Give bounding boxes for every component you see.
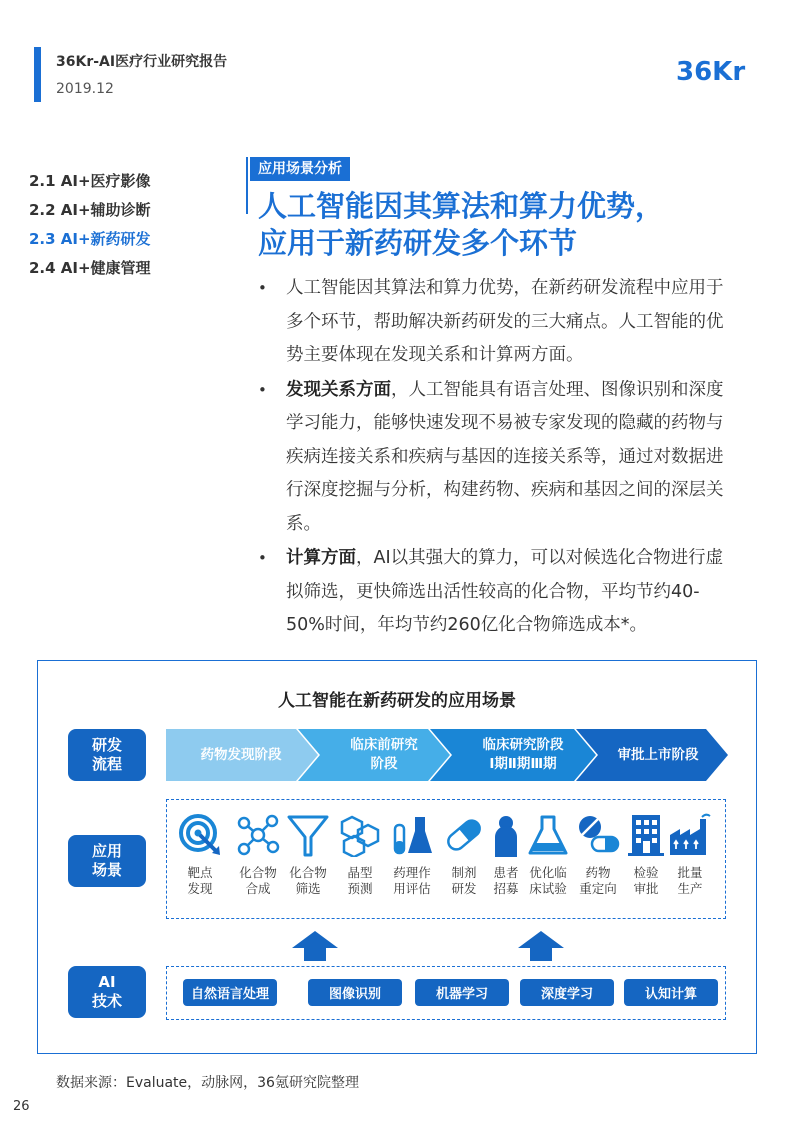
target-icon: [178, 813, 222, 857]
bullet-text: ，AI以其强大的算力，可以对候选化合物进行虚拟筛选，更快筛选出活性较高的化合物，平均节约40-50%时间，年均节约260亿化合物筛选成本*。: [286, 548, 724, 635]
application-label: 检验 审批: [633, 865, 659, 896]
logo-text: 36Kr: [676, 57, 746, 87]
application-item: [172, 813, 228, 897]
application-item: [520, 813, 576, 897]
tech-cognitive-computing: 认知计算: [624, 979, 718, 1006]
title-line: 人工智能因其算法和算力优势，: [258, 189, 665, 223]
bullet-text: ，人工智能具有语言处理、图像识别和深度学习能力，能够快速发现不易被专家发现的隐藏的药物与疾病连接关系和疾病与基因的连接关系等，通过对数据进行深度挖掘与分析，构建药物、疾病和基因之间的深层关系。: [286, 379, 724, 534]
diagram-title: 人工智能在新药研发的应用场景: [278, 691, 516, 711]
bullet-list: [258, 272, 738, 644]
molecule-icon: [236, 813, 280, 857]
bullet-item: • 发现关系方面，人工智能具有语言处理、图像识别和深度学习能力，能够快速发现不易被专家发现的隐藏的药物与疾病连接关系和疾病与基因的连接关系等，通过对数据进行深度挖掘与分析，构建药物、疾病和基因之间的深层关系。: [258, 379, 724, 534]
pill-icon: [576, 813, 620, 857]
application-item: [230, 813, 286, 897]
drug-rd-diagram: [37, 660, 757, 1054]
lab-tube-icon: [390, 813, 434, 857]
stage-label: 临床研究阶段 Ⅰ期Ⅱ期Ⅲ期: [482, 737, 564, 772]
page-number: 26: [13, 1099, 30, 1114]
application-label: 患者 招募: [493, 865, 519, 896]
up-arrow-icon: [292, 931, 338, 961]
header-accent-bar: [34, 47, 41, 102]
application-label: 批量 生产: [677, 865, 703, 896]
up-arrow-icon: [518, 931, 564, 961]
bullet-lead: 计算方面: [286, 548, 356, 568]
row-label-application: 应用 场景: [68, 835, 146, 887]
row-label-process: 研发 流程: [68, 729, 146, 781]
application-label: 化合物 合成: [239, 865, 277, 896]
report-title: 36Kr-AI医疗行业研究报告: [56, 54, 228, 70]
section-tag: 应用场景分析: [250, 157, 350, 181]
title-line: 应用于新药研发多个环节: [258, 226, 578, 260]
stage-label: 审批上市阶段: [617, 746, 699, 763]
flask-icon: [526, 813, 570, 857]
bullet-text: 人工智能因其算法和算力优势，在新药研发流程中应用于多个环节，帮助解决新药研发的三大痛点。人工智能的优势主要体现在发现关系和计算两方面。: [286, 278, 724, 365]
toc-item[interactable]: 2.1 AI+医疗影像: [29, 172, 151, 190]
stage-label: 临床前研究 阶段: [350, 737, 418, 772]
data-source-note: 数据来源：Evaluate，动脉网，36氪研究院整理: [56, 1075, 359, 1091]
application-item: [662, 813, 718, 897]
crystal-icon: [338, 813, 382, 857]
bullet-lead: 发现关系方面: [286, 379, 391, 400]
bullet-item: • 人工智能因其算法和算力优势，在新药研发流程中应用于多个环节，帮助解决新药研发的三大痛点。人工智能的优势主要体现在发现关系和计算两方面。: [258, 278, 724, 365]
application-label: 药理作 用评估: [393, 865, 431, 896]
application-item: [384, 813, 440, 897]
36kr-logo: [676, 44, 766, 92]
application-label: 优化临 床试验: [529, 865, 567, 896]
toc-item[interactable]: 2.2 AI+辅助诊断: [29, 201, 151, 219]
application-label: 晶型 预测: [347, 865, 373, 896]
section-title: [258, 188, 664, 262]
tech-deep-learning: 深度学习: [520, 979, 614, 1006]
application-label: 化合物 筛选: [289, 865, 327, 896]
bullet-item: • 计算方面，AI以其强大的算力，可以对候选化合物进行虚拟筛选，更快筛选出活性较高的化合物，平均节约40-50%时间，年均节约260亿化合物筛选成本*。: [258, 548, 724, 635]
funnel-icon: [286, 813, 330, 857]
tech-image-recognition: 图像识别: [308, 979, 402, 1006]
table-of-contents: [29, 167, 151, 283]
section-divider: [246, 157, 248, 214]
factory-icon: [668, 813, 712, 857]
toc-item[interactable]: 2.4 AI+健康管理: [29, 259, 151, 277]
application-label: 靶点 发现: [187, 865, 213, 896]
toc-item-active[interactable]: 2.3 AI+新药研发: [29, 230, 151, 248]
tech-nlp: 自然语言处理: [183, 979, 277, 1006]
stage-label: 药物发现阶段: [200, 746, 282, 763]
application-item: [280, 813, 336, 897]
tech-machine-learning: 机器学习: [415, 979, 509, 1006]
report-date: 2019.12: [56, 81, 114, 97]
application-label: 制剂 研发: [451, 865, 477, 896]
application-label: 药物 重定向: [579, 865, 617, 896]
row-label-technology: AI 技术: [68, 966, 146, 1018]
application-item: [332, 813, 388, 897]
